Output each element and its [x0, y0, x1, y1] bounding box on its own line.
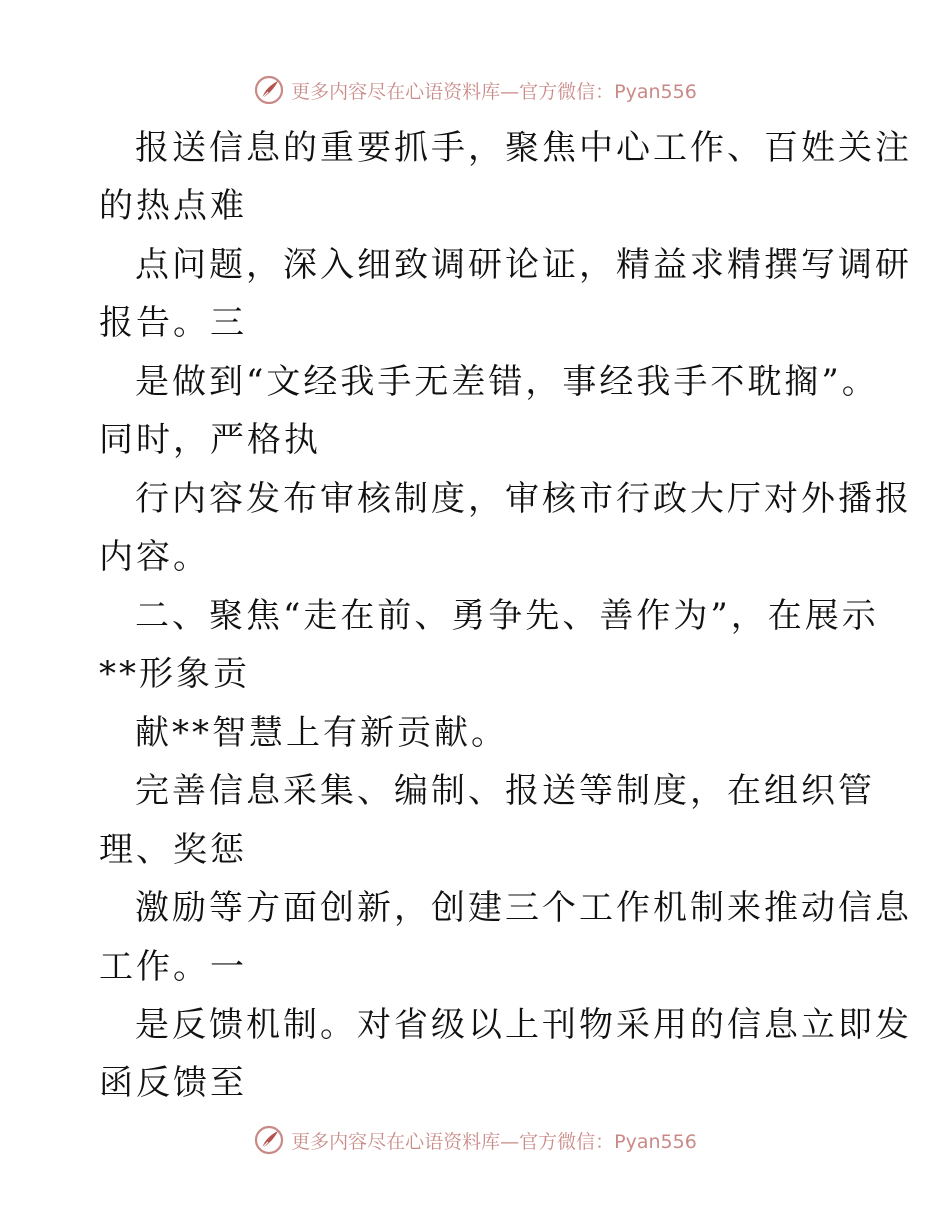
header-watermark	[0, 70, 950, 110]
quill-logo-icon	[253, 1124, 285, 1156]
text-line: 理、奖惩	[99, 830, 247, 870]
text-line: 同时，严格执	[99, 420, 321, 460]
text-line: 激励等方面创新，创建三个工作机制来推动信息	[135, 888, 912, 928]
text-line: 的热点难	[99, 186, 247, 226]
text-line: 二、聚焦“走在前、勇争先、善作为”，在展示	[135, 596, 879, 636]
text-line: 报送信息的重要抓手，聚焦中心工作、百姓关注	[135, 128, 912, 168]
text-line: 函反馈至	[99, 1063, 247, 1103]
watermark-text: 更多内容尽在心语资料库—官方微信：Pyan556	[291, 80, 697, 103]
text-line: **形象贡	[99, 654, 250, 694]
text-line: 工作。一	[99, 947, 247, 987]
text-line: 内容。	[99, 537, 210, 577]
text-line: 献**智慧上有新贡献。	[135, 713, 508, 753]
text-line: 报告。三	[99, 303, 247, 343]
footer-watermark	[0, 1120, 950, 1160]
quill-logo-icon	[253, 74, 285, 106]
watermark-text: 更多内容尽在心语资料库—官方微信：Pyan556	[291, 1130, 697, 1153]
text-line: 是做到“文经我手无差错，事经我手不耽搁”。	[135, 362, 879, 402]
text-line: 是反馈机制。对省级以上刊物采用的信息立即发	[135, 1005, 912, 1045]
text-line: 点问题，深入细致调研论证，精益求精撰写调研	[135, 245, 912, 285]
text-line: 行内容发布审核制度，审核市行政大厅对外播报	[135, 479, 912, 519]
text-line: 完善信息采集、编制、报送等制度，在组织管	[135, 771, 875, 811]
wechat-id: Pyan556	[614, 1130, 697, 1153]
wechat-id: Pyan556	[614, 80, 697, 103]
